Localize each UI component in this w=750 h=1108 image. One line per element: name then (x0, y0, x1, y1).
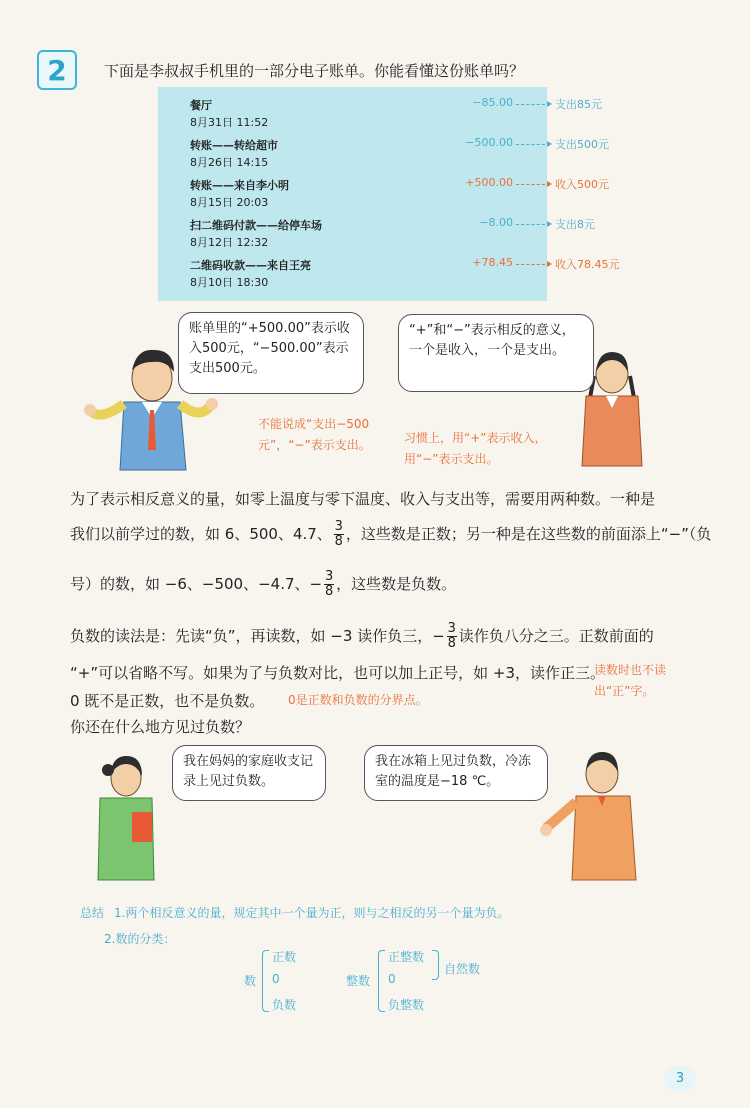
frac-denominator: 8 (447, 636, 456, 651)
speech-bubble-boy-1 (178, 312, 364, 394)
note-reading: 读数时也不读出“正”字。 (594, 663, 667, 698)
paragraph-1-line-2 (70, 520, 711, 549)
question-text: 下面是李叔叔手机里的一部分电子账单。你能看懂这份账单吗？ (104, 62, 525, 80)
bill-entry-time: 8月26日 14:15 (190, 156, 269, 169)
note-girl-1: 习惯上，用“+”表示收入，用“−”表示支出。 (404, 431, 547, 466)
bill-entry-time: 8月10日 18:30 (190, 276, 269, 289)
bill-amount: −8.00 (479, 216, 513, 229)
bill-entry (190, 257, 311, 291)
frac-numerator: 3 (447, 621, 456, 636)
brace-3 (432, 950, 439, 980)
summary-line-2: 2.数的分类： (104, 932, 176, 946)
summary-line-1 (80, 904, 509, 921)
class-num: 数 (244, 974, 257, 988)
brace-1 (262, 950, 269, 1012)
dashed-arrow-icon (516, 144, 550, 146)
bill-entry-title: 转账——来自李小明 (190, 179, 289, 192)
bill-entry (190, 217, 322, 251)
dashed-arrow-icon (516, 184, 550, 186)
paragraph-4: 你还在什么地方见过负数？ (70, 718, 251, 736)
dashed-arrow-icon (516, 264, 550, 266)
boy-figure-2 (540, 748, 650, 883)
bill-note: 收入78.45元 (555, 258, 620, 271)
paragraph-1-line-1: 为了表示相反意义的量，如零上温度与零下温度、收入与支出等，需要用两种数。一种是 (70, 490, 656, 508)
class-neg-int: 负整数 (388, 998, 425, 1012)
p1-line3-part-b: ，这些数是负数。 (336, 575, 457, 593)
bill-entry-title: 餐厅 (190, 99, 212, 112)
speech-bubble-girl-2 (172, 745, 326, 801)
bubble-text-girl-2: 我在妈妈的家庭收支记录上见过负数。 (183, 754, 314, 789)
p1-line3-part-a: 号）的数，如 −6、−500、−4.7、− (70, 575, 323, 593)
class-zero: 0 (272, 972, 280, 986)
paragraph-3: 0 既不是正数，也不是负数。 (70, 692, 265, 710)
bubble-text-boy-2: 我在冰箱上见过负数，冷冻室的温度是−18 ℃。 (375, 754, 532, 789)
dashed-arrow-icon (516, 224, 550, 226)
class-pos: 正数 (272, 950, 297, 964)
p1-line2-part-a: 我们以前学过的数，如 6、500、4.7、 (70, 525, 332, 543)
summary-text-1: 1.两个相反意义的量，规定其中一个量为正，则与之相反的另一个量为负。 (114, 906, 510, 920)
speech-bubble-boy-2 (364, 745, 548, 801)
p1-line2-part-b: ，这些数是正数；另一种是在这些数的前面添上“−”（负 (345, 525, 712, 543)
bubble-text-boy-1: 账单里的“+500.00”表示收入500元，“−500.00”表示支出500元。 (189, 321, 350, 376)
bill-note: 支出85元 (555, 98, 602, 111)
bill-entry-time: 8月31日 11:52 (190, 116, 269, 129)
bill-amount: +500.00 (465, 176, 513, 189)
fraction-3-8-neg (324, 570, 334, 599)
bubble-text-girl-1: “+”和“−”表示相反的意义，一个是收入，一个是支出。 (409, 323, 575, 358)
summary-label: 总结 (80, 906, 105, 920)
bill-note: 收入500元 (555, 178, 609, 191)
bill-entry (190, 137, 278, 171)
page-number: 3 (664, 1066, 696, 1092)
bill-entry-title: 扫二维码付款——给停车场 (190, 219, 322, 232)
dashed-arrow-icon (516, 104, 550, 106)
bill-entry-time: 8月12日 12:32 (190, 236, 269, 249)
class-integer: 整数 (346, 974, 371, 988)
fraction-3-8 (334, 520, 344, 549)
frac-denominator: 8 (324, 584, 334, 599)
bill-entry (190, 177, 289, 211)
bill-note: 支出500元 (555, 138, 609, 151)
bill-entry-title: 转账——转给超市 (190, 139, 278, 152)
note-boy-1: 不能说成“支出−500元”，“−”表示支出。 (258, 417, 371, 452)
brace-2 (378, 950, 385, 1012)
class-neg: 负数 (272, 998, 297, 1012)
paragraph-2-line-1 (70, 622, 654, 651)
class-zero-2: 0 (388, 972, 396, 986)
frac-numerator: 3 (334, 519, 343, 534)
bill-entry-title: 二维码收款——来自王亮 (190, 259, 311, 272)
bill-amount: −500.00 (465, 136, 513, 149)
p2-line1-part-b: 读作负八分之三。正数前面的 (458, 627, 654, 645)
frac-denominator: 8 (334, 534, 343, 549)
bill-amount: +78.45 (472, 256, 513, 269)
paragraph-1-line-3 (70, 570, 456, 599)
bill-note: 支出8元 (555, 218, 595, 231)
fraction-3-8-read (447, 622, 457, 651)
speech-bubble-girl-1 (398, 314, 594, 392)
question-number: 2 (47, 53, 67, 87)
class-natural: 自然数 (444, 962, 481, 976)
girl-figure-2 (88, 752, 168, 882)
bill-entry-time: 8月15日 20:03 (190, 196, 269, 209)
bill-amount: −85.00 (472, 96, 513, 109)
paragraph-2-line-2: “+”可以省略不写。如果为了与负数对比，也可以加上正号，如 +3，读作正三。 (70, 664, 605, 682)
p2-line1-part-a: 负数的读法是：先读“负”，再读数，如 −3 读作负三，− (70, 627, 445, 645)
frac-numerator: 3 (324, 569, 334, 584)
class-pos-int: 正整数 (388, 950, 425, 964)
bill-entry (190, 97, 268, 131)
question-number-badge (37, 50, 77, 90)
note-zero: 0是正数和负数的分界点。 (288, 693, 428, 707)
